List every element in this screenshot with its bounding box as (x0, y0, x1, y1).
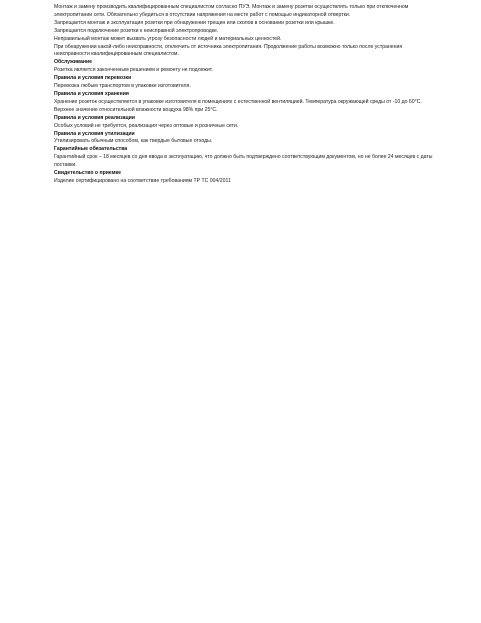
maintenance-text: Розетка является законченным решением и ремонту не подлежит. (54, 67, 213, 74)
warranty-text: Гарантийный срок – 18 месяцев со дня ввода в эксплуатацию, что должно быть подтверждено соответствующим документом, но не более 24 месяцев с даты поставки. (54, 154, 433, 169)
improper-installation-warning-paragraph: Неправильный монтаж может вызвать угрозу безопасности людей и материальных ценностей. (54, 35, 282, 42)
acceptance-certificate-text: Изделие сертифицировано на соответствие требованиям ТР ТС 004/2011 (54, 177, 231, 184)
disposal-text: Утилизировать обычным способом, как твердые бытовые отходы. (54, 138, 213, 145)
maintenance-heading: Обслуживание (54, 59, 92, 66)
acceptance-certificate-heading: Свидетельство о приемке (54, 170, 121, 177)
sales-heading: Правила и условия реализации (54, 114, 135, 121)
installation-warning-paragraph: Монтаж и замену производить квалифицированным специалистом согласно ПУЭ. Монтаж и замену розетки осуществлять только при отключенном электропитании сети. Обязательно убедиться в отсутствии напряжения на месте работ с помощью индикаторной отвертки. (54, 4, 409, 18)
storage-heading: Правила и условия хранения (54, 90, 129, 97)
crack-prohibition-paragraph: Запрещается монтаж и эксплуатация розетки при обнаружении трещин или сколов в основании розетки или крышке. (54, 19, 335, 26)
document-body (54, 4, 438, 186)
disposal-heading: Правила и условия утилизации (54, 130, 135, 137)
storage-text: Хранение розеток осуществляется в упаковке изготовителя в помещениях с естественной вентиляцией. Температура окружающей среды от -10 до 60°C. Верхнее значение относительной влажности воздуха 98% при 25°C. (54, 98, 422, 113)
transport-heading: Правила и условия перевозки (54, 75, 132, 82)
faulty-wiring-prohibition-paragraph: Запрещается подключение розетки к неисправной электропроводке. (54, 27, 219, 34)
transport-text: Перевозка любым транспортом в упаковке изготовителя. (54, 83, 191, 90)
warranty-heading: Гарантийные обязательства (54, 146, 128, 153)
malfunction-instruction-paragraph: При обнаружении какой-либо неисправности, отключить от источника электропитания. Продолжение работы возможно только после устранения неисправности квалифицированным специалистом. (54, 43, 403, 58)
sales-text: Особых условий не требуется, реализация через оптовые и розничные сети. (54, 122, 239, 129)
